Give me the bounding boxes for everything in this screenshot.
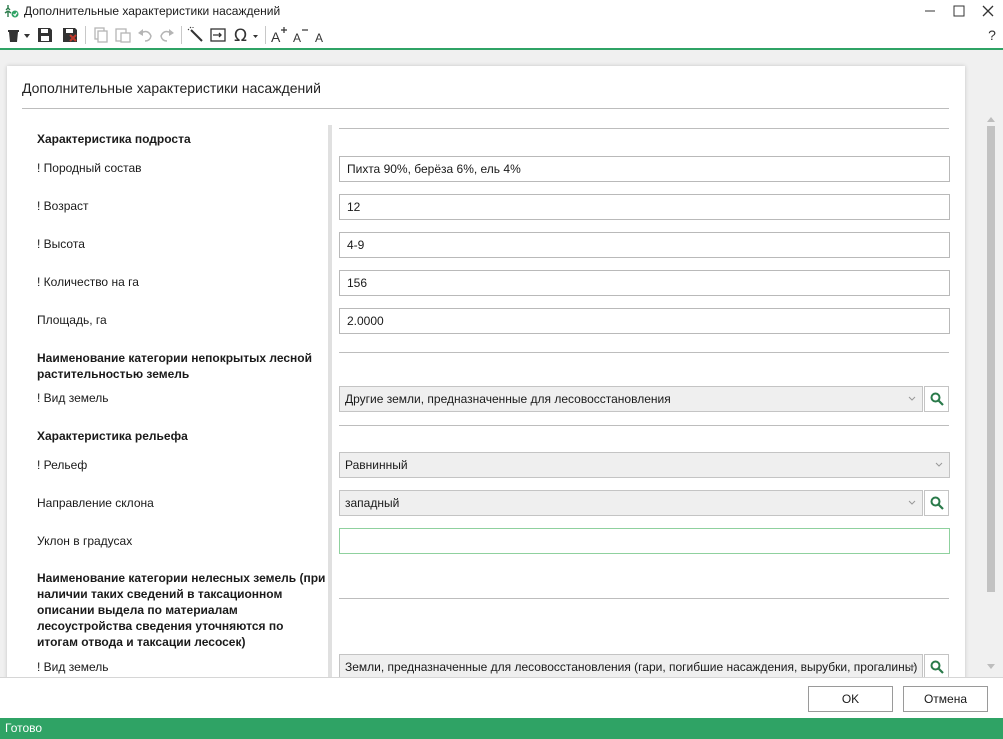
section-divider bbox=[339, 352, 949, 353]
font-decrease-icon bbox=[291, 26, 309, 44]
scroll-up-icon[interactable] bbox=[985, 114, 997, 124]
section-divider bbox=[339, 425, 949, 426]
svg-text:Ω: Ω bbox=[234, 26, 247, 44]
close-button[interactable] bbox=[973, 0, 1003, 22]
wand-button[interactable] bbox=[185, 24, 207, 46]
species-field[interactable]: Пихта 90%, берёза 6%, ель 4% bbox=[339, 156, 950, 182]
font-increase-icon bbox=[270, 26, 288, 44]
toolbar-separator bbox=[265, 26, 266, 44]
toolbar bbox=[0, 22, 1003, 48]
chevron-down-icon bbox=[908, 499, 916, 507]
save-icon bbox=[36, 26, 54, 44]
copy-button[interactable] bbox=[90, 24, 112, 46]
dialog-footer bbox=[0, 677, 1003, 718]
slope-degrees-field[interactable] bbox=[339, 528, 950, 554]
height-field[interactable]: 4-9 bbox=[339, 232, 950, 258]
relief-label: ! Рельеф bbox=[37, 458, 88, 472]
app-icon bbox=[4, 3, 20, 19]
delete-icon bbox=[5, 26, 31, 44]
slope-direction-search-button[interactable] bbox=[924, 490, 949, 516]
section-header-relief: Характеристика рельефа bbox=[37, 429, 188, 443]
maximize-button[interactable] bbox=[944, 0, 974, 22]
close-icon bbox=[982, 5, 994, 17]
save-button[interactable] bbox=[34, 24, 56, 46]
font-default-icon bbox=[312, 26, 330, 44]
special-char-button[interactable] bbox=[231, 24, 261, 46]
ok-button[interactable]: OK bbox=[808, 686, 893, 712]
relief-select[interactable] bbox=[339, 452, 950, 478]
count-field[interactable]: 156 bbox=[339, 270, 950, 296]
omega-icon bbox=[232, 26, 260, 44]
species-label: ! Породный состав bbox=[37, 161, 142, 175]
save-close-button[interactable] bbox=[59, 24, 81, 46]
toolbar-separator bbox=[85, 26, 86, 44]
panel-title-divider bbox=[22, 108, 949, 109]
section-header-undergrowth: Характеристика подроста bbox=[37, 132, 191, 146]
toolbar-separator bbox=[181, 26, 182, 44]
font-increase-button[interactable] bbox=[269, 24, 289, 46]
scrollbar-thumb[interactable] bbox=[987, 126, 995, 592]
age-label: ! Возраст bbox=[37, 199, 89, 213]
vertical-scrollbar[interactable] bbox=[985, 112, 997, 677]
save-close-icon bbox=[61, 26, 79, 44]
panel-title: Дополнительные характеристики насаждений bbox=[22, 80, 321, 96]
redo-button[interactable] bbox=[156, 24, 178, 46]
insert-field-icon bbox=[209, 26, 227, 44]
slope-direction-select[interactable] bbox=[339, 490, 923, 516]
title-bar bbox=[0, 0, 1003, 22]
delete-button[interactable] bbox=[4, 24, 32, 46]
svg-text:A: A bbox=[271, 29, 281, 44]
chevron-down-icon bbox=[935, 461, 943, 469]
undo-button[interactable] bbox=[134, 24, 156, 46]
paste-icon bbox=[114, 26, 132, 44]
land-type2-value: Земли, предназначенные для лесовосстановления (гари, погибшие насаждения, вырубки, прогалины) bbox=[345, 660, 918, 674]
search-icon bbox=[930, 496, 944, 510]
search-icon bbox=[930, 392, 944, 406]
land-type-label: ! Вид земель bbox=[37, 391, 109, 405]
redo-icon bbox=[158, 26, 176, 44]
land-type-value: Другие земли, предназначенные для лесовосстановления bbox=[345, 392, 671, 406]
svg-text:A: A bbox=[315, 31, 324, 44]
wand-icon bbox=[187, 26, 205, 44]
insert-field-button[interactable] bbox=[207, 24, 229, 46]
land-type-search-button[interactable] bbox=[924, 386, 949, 412]
chevron-down-icon bbox=[908, 663, 916, 671]
section-header-uncovered-land: Наименование категории непокрытых лесной растительностью земель bbox=[37, 351, 313, 381]
help-button[interactable]: ? bbox=[988, 27, 996, 43]
age-field[interactable]: 12 bbox=[339, 194, 950, 220]
land-type2-select[interactable] bbox=[339, 654, 923, 677]
paste-button[interactable] bbox=[112, 24, 134, 46]
slope-direction-value: западный bbox=[345, 496, 400, 510]
land-type2-search-button[interactable] bbox=[924, 654, 949, 677]
status-bar: Готово bbox=[0, 718, 1003, 739]
land-type-select[interactable] bbox=[339, 386, 923, 412]
slope-degrees-label: Уклон в градусах bbox=[37, 534, 133, 548]
scroll-down-icon[interactable] bbox=[985, 662, 997, 672]
section-divider bbox=[339, 598, 949, 599]
form-panel bbox=[7, 66, 965, 677]
section-header-nonforest-land: Наименование категории нелесных земель (при наличии таких сведений в таксационном описании выдела по материалам лесоустройства сведения уточняются по итогам отвода и таксации лесосек) bbox=[37, 571, 326, 649]
copy-icon bbox=[92, 26, 110, 44]
chevron-down-icon bbox=[908, 395, 916, 403]
cancel-button[interactable]: Отмена bbox=[903, 686, 988, 712]
area-field[interactable]: 2.0000 bbox=[339, 308, 950, 334]
search-icon bbox=[930, 660, 944, 674]
area-label: Площадь, га bbox=[37, 313, 107, 327]
count-label: ! Количество на га bbox=[37, 275, 139, 289]
slope-direction-label: Направление склона bbox=[37, 496, 154, 510]
minimize-button[interactable] bbox=[915, 0, 945, 22]
land-type2-label: ! Вид земель bbox=[37, 660, 109, 674]
section-divider bbox=[339, 128, 949, 129]
minimize-icon bbox=[924, 5, 936, 17]
svg-text:A: A bbox=[293, 31, 302, 44]
relief-value: Равнинный bbox=[345, 458, 408, 472]
height-label: ! Высота bbox=[37, 237, 85, 251]
maximize-icon bbox=[953, 5, 965, 17]
font-default-button[interactable] bbox=[311, 24, 331, 46]
content-area bbox=[0, 50, 1003, 677]
window-title: Дополнительные характеристики насаждений bbox=[24, 4, 281, 18]
undo-icon bbox=[136, 26, 154, 44]
font-decrease-button[interactable] bbox=[290, 24, 310, 46]
label-column-divider bbox=[328, 125, 332, 677]
